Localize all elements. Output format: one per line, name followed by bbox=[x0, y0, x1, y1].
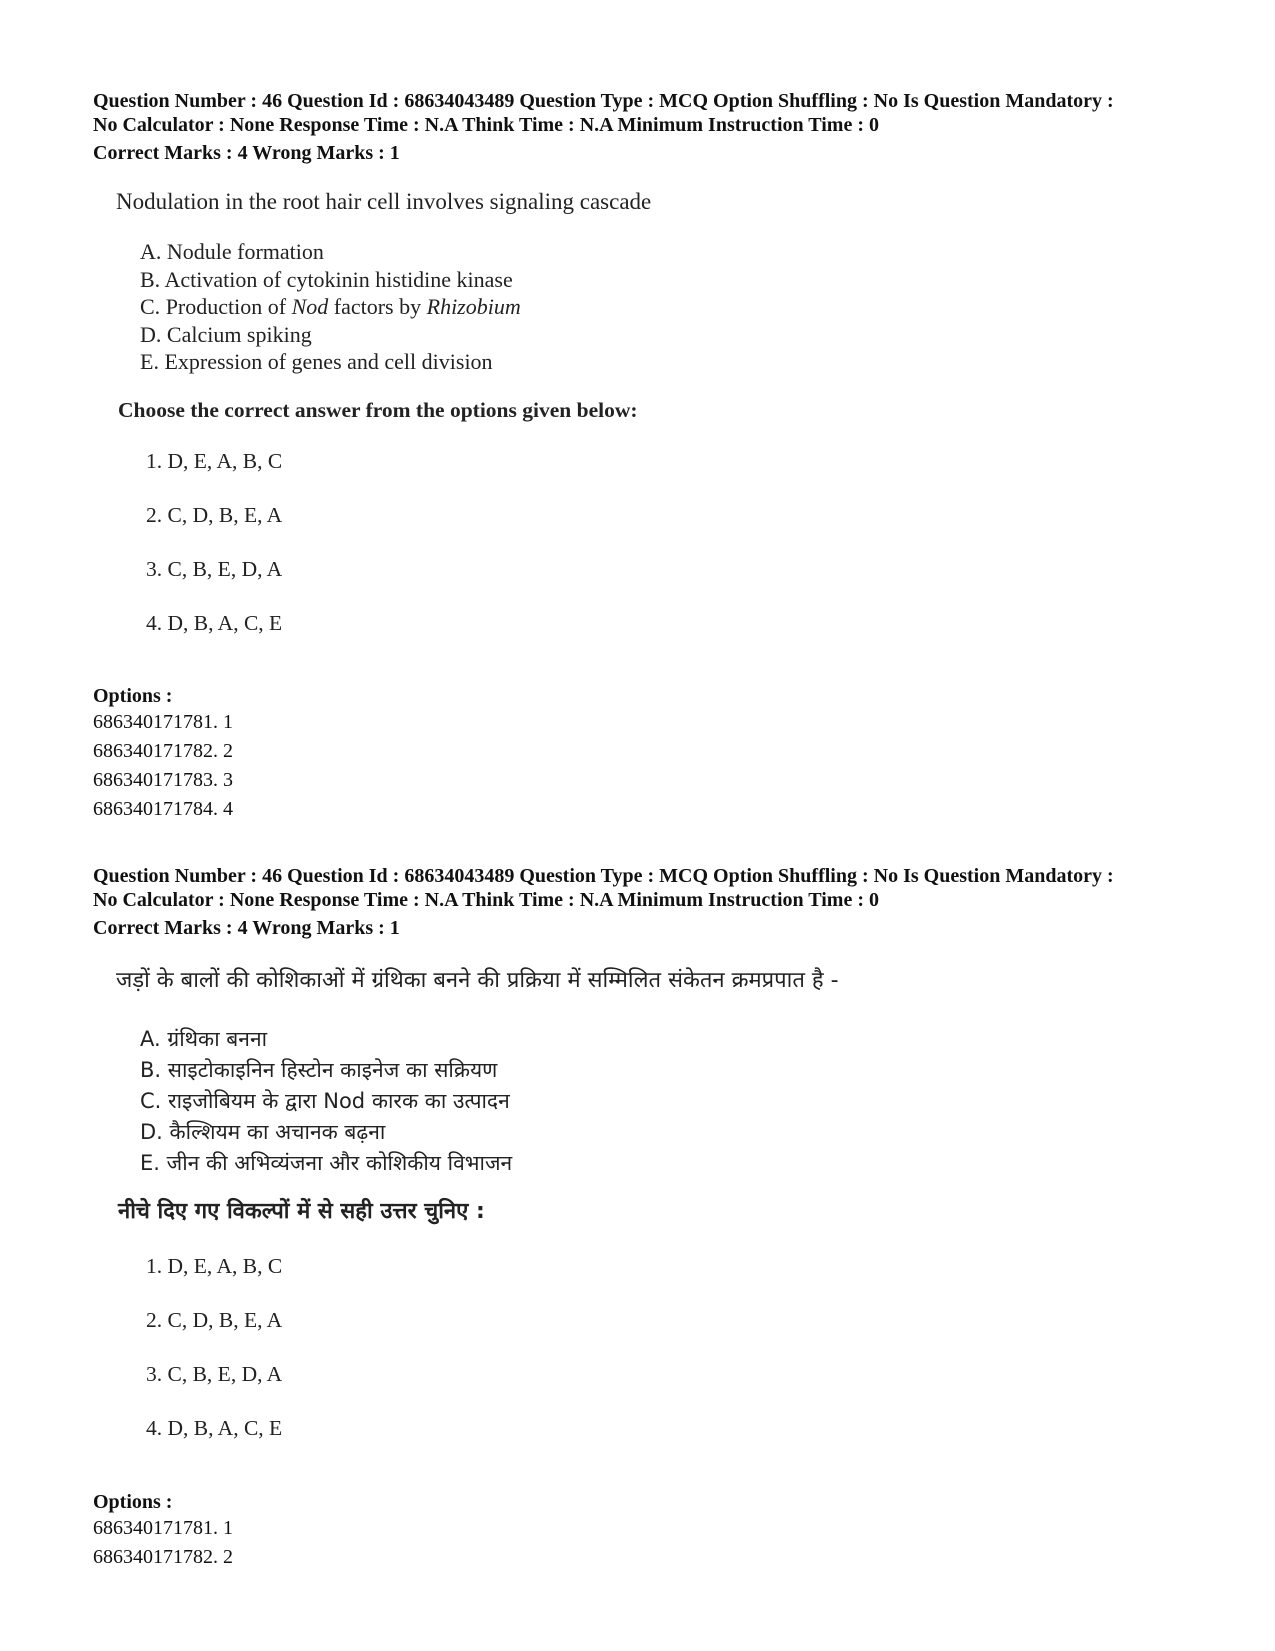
statement-text-pre: Production of bbox=[165, 294, 292, 319]
statement-e bbox=[140, 1148, 512, 1179]
option-item: 686340171783. 3 bbox=[93, 769, 233, 791]
statement-d bbox=[140, 321, 521, 349]
options-title: Options : bbox=[93, 1491, 173, 1513]
answer-choice-2: 2. C, D, B, E, A bbox=[146, 1308, 283, 1332]
marks-line: Correct Marks : 4 Wrong Marks : 1 bbox=[93, 917, 400, 939]
statement-list bbox=[140, 238, 521, 376]
answer-choice-2: 2. C, D, B, E, A bbox=[146, 503, 283, 527]
statement-b bbox=[140, 1055, 512, 1086]
statement-text: जीन की अभिव्यंजना और कोशिकीय विभाजन bbox=[166, 1151, 513, 1175]
statement-label: A. bbox=[140, 239, 162, 264]
options-list bbox=[93, 1514, 233, 1572]
statement-a bbox=[140, 238, 521, 266]
question-meta-line-2: No Calculator : None Response Time : N.A Think Time : N.A Minimum Instruction Time : 0 bbox=[93, 114, 879, 136]
statement-c bbox=[140, 1086, 512, 1117]
question-meta-line-1: Question Number : 46 Question Id : 68634043489 Question Type : MCQ Option Shuffling : No Is Question Mandatory : bbox=[93, 865, 1114, 887]
statement-text: Expression of genes and cell division bbox=[164, 349, 493, 374]
statement-text: साइटोकाइनिन हिस्टोन काइनेज का सक्रियण bbox=[167, 1058, 498, 1082]
statement-text-em-nod: Nod bbox=[291, 294, 329, 319]
statement-text-em-rhizobium: Rhizobium bbox=[426, 294, 521, 319]
marks-line: Correct Marks : 4 Wrong Marks : 1 bbox=[93, 142, 400, 164]
statement-e bbox=[140, 348, 521, 376]
question-meta-line-1: Question Number : 46 Question Id : 68634043489 Question Type : MCQ Option Shuffling : No Is Question Mandatory : bbox=[93, 90, 1114, 112]
option-item: 686340171782. 2 bbox=[93, 740, 233, 762]
options-section bbox=[93, 684, 233, 824]
answer-choice-4: 4. D, B, A, C, E bbox=[146, 611, 283, 635]
statement-d bbox=[140, 1117, 512, 1148]
statement-label: C. bbox=[140, 294, 161, 319]
statement-text: राइजोबियम के द्वारा Nod कारक का उत्पादन bbox=[168, 1089, 510, 1113]
options-title: Options : bbox=[93, 685, 173, 707]
statement-a bbox=[140, 1024, 512, 1055]
statement-list bbox=[140, 1024, 512, 1179]
question-meta bbox=[93, 864, 1203, 940]
statement-text-mid: factors by bbox=[328, 294, 427, 319]
choose-instruction: Choose the correct answer from the options given below: bbox=[118, 398, 638, 422]
statement-label: B. bbox=[140, 266, 161, 292]
options-section bbox=[93, 1490, 233, 1572]
question-text: जड़ों के बालों की कोशिकाओं में ग्रंथिका बनने की प्रक्रिया में सम्मिलित संकेतन क्रमप्रपात है - bbox=[116, 968, 839, 993]
statement-text: Calcium spiking bbox=[166, 321, 312, 347]
answer-choice-3: 3. C, B, E, D, A bbox=[146, 1362, 283, 1386]
option-item: 686340171782. 2 bbox=[93, 1546, 233, 1568]
option-item: 686340171781. 1 bbox=[93, 711, 233, 733]
answer-choice-1: 1. D, E, A, B, C bbox=[146, 449, 283, 473]
statement-c bbox=[140, 293, 521, 321]
statement-text: कैल्शियम का अचानक बढ़ना bbox=[169, 1120, 386, 1144]
statement-label: C. bbox=[140, 1089, 162, 1113]
option-item: 686340171784. 4 bbox=[93, 798, 233, 820]
statement-text: Activation of cytokinin histidine kinase bbox=[164, 266, 513, 292]
options-list bbox=[93, 708, 233, 824]
answer-choice-1: 1. D, E, A, B, C bbox=[146, 1254, 283, 1278]
answer-choice-3: 3. C, B, E, D, A bbox=[146, 557, 283, 581]
statement-text: Nodule formation bbox=[166, 239, 324, 264]
question-text: Nodulation in the root hair cell involves signaling cascade bbox=[116, 189, 652, 214]
statement-text: ग्रंथिका बनना bbox=[167, 1027, 268, 1051]
statement-b bbox=[140, 266, 521, 294]
statement-label: D. bbox=[140, 321, 162, 347]
answer-choice-4: 4. D, B, A, C, E bbox=[146, 1416, 283, 1440]
statement-label: A. bbox=[140, 1027, 161, 1051]
question-meta-line-2: No Calculator : None Response Time : N.A Think Time : N.A Minimum Instruction Time : 0 bbox=[93, 889, 879, 911]
statement-label: E. bbox=[140, 349, 159, 374]
statement-label: E. bbox=[140, 1151, 160, 1175]
option-item: 686340171781. 1 bbox=[93, 1517, 233, 1539]
statement-label: B. bbox=[140, 1058, 162, 1082]
statement-label: D. bbox=[140, 1120, 163, 1144]
choose-instruction: नीचे दिए गए विकल्पों में से सही उत्तर चुनिए : bbox=[118, 1199, 485, 1224]
question-meta bbox=[93, 89, 1203, 165]
